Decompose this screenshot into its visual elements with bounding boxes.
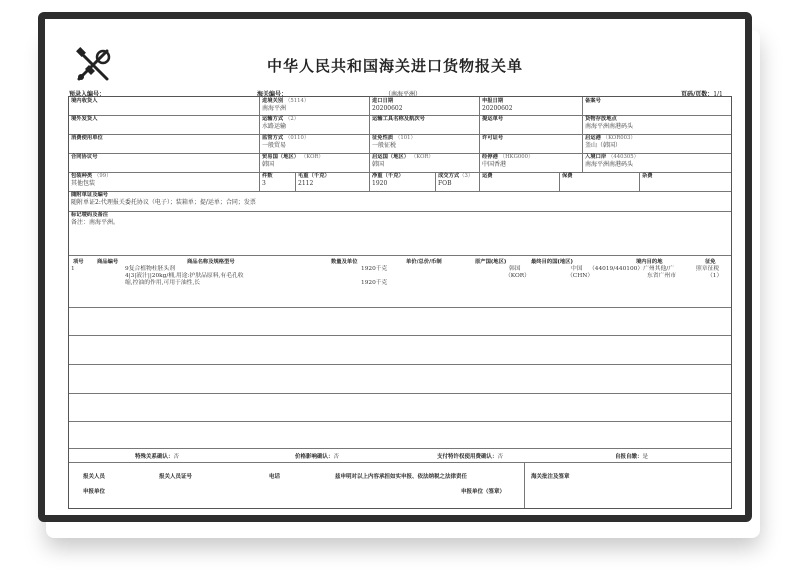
entry-port-cell: 进境关别 （5114） 南海平洲 <box>259 97 369 115</box>
goods-name-line3: 缩,控油的作用,可用于油性,长 <box>125 280 201 286</box>
attached-docs-cell: 随附单证及编号 随附单证2:代理报关委托协议（电子）；装箱单；提/运单；合同；发票 <box>71 192 256 206</box>
consumer-unit-cell: 消费使用单位 <box>71 135 103 141</box>
declarant-label: 报关人员 <box>83 474 106 480</box>
page-indicator: 页码/页数：1/1 <box>681 91 723 98</box>
col-quantity: 数量及单位 <box>331 259 358 265</box>
signature-divider <box>524 463 525 508</box>
goods-destination: 中国 <box>571 266 583 272</box>
statement-text: 兹申明对以上内容承担如实申报、依法纳税之法律责任 <box>335 474 468 480</box>
supervision-cell: 监管方式 （0110） 一般贸易 <box>259 134 369 153</box>
item-no: 1 <box>71 266 75 272</box>
goods-tax-code: （1） <box>707 273 723 279</box>
customs-approval-label: 海关批注及签章 <box>531 474 570 480</box>
deal-mode-cell: 成交方式（3） FOB <box>435 172 479 191</box>
goods-name-line2: 4|3|液汁||20kg/桶,用途:护肤品原料,有毛孔收 <box>125 273 244 279</box>
pieces-cell: 件数 3 <box>259 172 295 191</box>
license-no-cell: 许可证号 <box>479 134 582 153</box>
record-no-cell: 备案号 <box>582 97 732 115</box>
col-domestic-dest: 境内目的地 <box>636 259 663 265</box>
marks-row <box>69 211 731 256</box>
col-name-spec: 商品名称及规格型号 <box>187 259 235 265</box>
goods-row <box>69 265 731 308</box>
package-type-cell: 包装种类 （99） 其他包装 <box>71 173 112 187</box>
goods-qty-1: 1920千克 <box>361 266 388 272</box>
declaration-sheet <box>68 96 732 509</box>
marks-cell: 标记唛码及备注 备注：南海平洲。 <box>71 212 120 226</box>
goods-header-row <box>69 255 731 265</box>
special-relation: 特殊关系确认： 否 <box>135 454 180 460</box>
declarant-cert-label: 报关人员证号 <box>159 474 193 480</box>
misc-fee-cell: 杂费 <box>639 172 732 191</box>
goods-destination-code: （CHN） <box>567 273 594 279</box>
col-hs-code: 商品编号 <box>97 259 119 265</box>
col-origin: 原产国(地区) <box>475 259 507 265</box>
signature-area <box>69 463 731 508</box>
net-weight-cell: 净重（千克） 1920 <box>369 172 435 191</box>
consignee-cell: 境内收货人 <box>71 98 98 104</box>
departure-port-cell: 启运港 （KOR003） 釜山（韩国） <box>582 134 732 153</box>
customs-office: （南海平洲） <box>385 91 422 98</box>
price-influence: 价格影响确认： 否 <box>295 454 340 460</box>
declare-unit-label: 申报单位 <box>83 489 106 495</box>
goods-row-empty <box>69 335 731 365</box>
shipper-cell: 境外发货人 <box>71 116 98 122</box>
form-title: 中华人民共和国海关进口货物报关单 <box>266 57 523 75</box>
phone-label: 电话 <box>269 474 281 480</box>
goods-domestic-dest-2: 东省广州市 <box>647 273 676 279</box>
header-row-3 <box>69 134 731 154</box>
col-item-no: 项号 <box>73 259 84 265</box>
document-frame <box>38 12 752 522</box>
import-date-cell: 进口日期 20200602 <box>369 97 479 115</box>
transit-port-cell: 经停港 （HKG000） 中国香港 <box>479 153 582 172</box>
tax-nature-cell: 征免性质 （101） 一般征税 <box>369 134 479 153</box>
header-row-2 <box>69 115 731 135</box>
col-tax: 征免 <box>705 259 716 265</box>
origin-country-cell: 启运国（地区） （KOR） 韩国 <box>369 153 479 172</box>
transport-tool-cell: 运输工具名称及航次号 <box>369 115 479 134</box>
declare-date-cell: 申报日期 20200602 <box>479 97 582 115</box>
goods-row-empty <box>69 393 731 422</box>
customs-number: 海关编号： <box>257 91 288 98</box>
goods-domestic-dest: （44019/440100）广州其他/广 <box>589 266 675 272</box>
goods-name-line1: 9复合植物柱胚头剂 <box>125 266 176 272</box>
goods-qty-2: 1920千克 <box>361 280 388 286</box>
confirmation-row <box>69 448 731 463</box>
trade-country-cell: 贸易国（地区） （KOR） 韩国 <box>259 153 369 172</box>
contract-no-cell: 合同协议号 <box>71 154 98 160</box>
goods-tax: 照章征税 <box>696 266 720 272</box>
header-row-5 <box>69 172 731 192</box>
royalty-confirm: 支付特许权使用费确认： 否 <box>437 454 504 460</box>
goods-row-empty <box>69 364 731 394</box>
col-price: 单价/总价/币制 <box>406 259 442 265</box>
entry-point-cell: 入境口岸 （440305） 南海平洲南港码头 <box>582 153 732 172</box>
storage-place-cell: 货物存放地点 南海平洲南港码头 <box>582 115 732 134</box>
insurance-cell: 保费 <box>559 172 639 191</box>
declare-unit-seal-label: 申报单位（签章） <box>461 489 506 495</box>
self-report: 自报自缴： 是 <box>615 454 649 460</box>
bill-no-cell: 提运单号 <box>479 115 582 134</box>
freight-cell: 运费 <box>479 172 559 191</box>
goods-origin-code: （KOR） <box>505 273 530 279</box>
header-row-1 <box>69 97 731 116</box>
attached-docs-row <box>69 191 731 212</box>
pre-entry-number: 预录入编号： <box>69 91 106 98</box>
header-row-4 <box>69 153 731 173</box>
goods-row-empty <box>69 421 731 449</box>
goods-row-empty <box>69 307 731 336</box>
col-destination: 最终目的国(地区) <box>531 259 573 265</box>
gross-weight-cell: 毛重（千克） 2112 <box>295 172 369 191</box>
goods-origin: 韩国 <box>509 266 521 272</box>
transport-mode-cell: 运输方式 （2） 水路运输 <box>259 115 369 134</box>
